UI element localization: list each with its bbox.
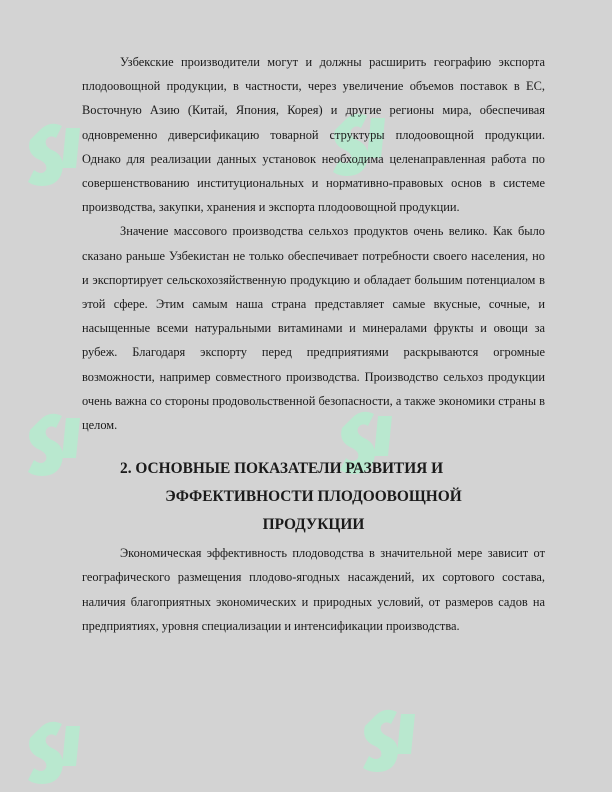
paragraph: Узбекские производители могут и должны расширить географию экспорта плодоовощной продукции, в частности, через увеличение объемов поставок в ЕС, Восточную Азию (Китай, Япония, Корея) и другие регионы мира, обеспечивая одновременно диверсификацию товарной структуры плодоовощной продукции. Однако для реализации данных установок необходима целенаправленная работа по совершенствованию институциональных и нормативно-правовых основ в системе производства, закупки, хранения и экспорта плодоовощной продукции. — [82, 55, 545, 215]
watermark-mark — [28, 414, 80, 476]
section-heading-line: 2. ОСНОВНЫЕ ПОКАЗАТЕЛИ РАЗВИТИЯ И — [120, 460, 444, 478]
section-heading-line: ЭФФЕКТИВНОСТИ ПЛОДООВОЩНОЙ — [165, 488, 462, 506]
watermark-mark — [363, 710, 415, 772]
paragraph: Экономическая эффективность плодоводства в значительной мере зависит от географического размещения плодово-ягодных насаждений, их сортового состава, наличия благоприятных экономических и природных условий, от размеров садов на предприятиях, уровня специализации и интенсификации производства. — [82, 546, 545, 633]
watermark-mark — [28, 722, 80, 784]
document-body — [82, 50, 545, 638]
section-heading — [82, 455, 545, 539]
watermark-mark — [28, 124, 80, 186]
section-heading-line: ПРОДУКЦИИ — [262, 516, 365, 534]
paragraph: Значение массового производства сельхоз продуктов очень велико. Как было сказано раньше Узбекистан не только обеспечивает потребности своего населения, но и экспортирует сельскохозяйственную продукцию и обладает большим потенциалом в этой сфере. Этим самым наша страна представляет самые вкусные, сочные, и насыщенные всеми натуральными витаминами и минералами фрукты и овощи за рубеж. Благодаря экспорту перед предприятиями раскрываются огромные возможности, например совместного производства. Производство сельхоз продукции очень важна со стороны продовольственной безопасности, а также экономики страны в целом. — [82, 224, 545, 433]
